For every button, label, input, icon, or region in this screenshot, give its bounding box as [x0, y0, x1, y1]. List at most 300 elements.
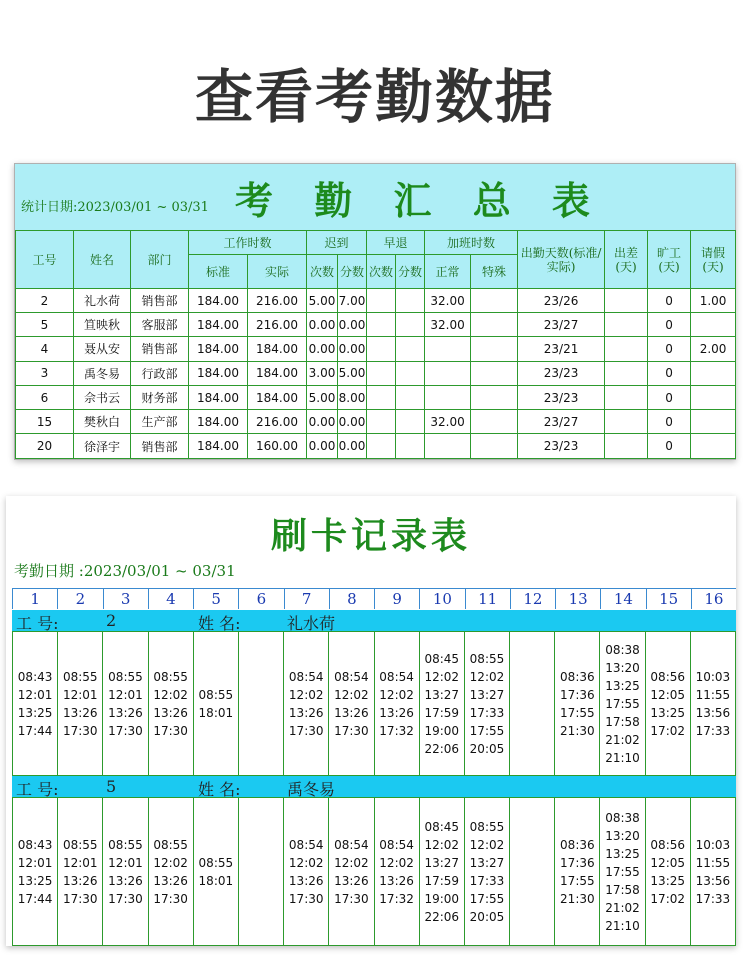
name-label: 姓 名: [198, 780, 241, 799]
punch-time: 13:20 [605, 660, 640, 675]
summary-banner [15, 164, 735, 230]
header-std: 标准 [189, 255, 248, 289]
punch-time: 08:55 [108, 669, 143, 684]
cell-late-n[interactable]: 3.00 [307, 361, 338, 385]
punch-time: 17:30 [108, 723, 143, 738]
punch-cell[interactable] [690, 632, 736, 775]
punch-time: 12:01 [108, 687, 143, 702]
cell-ot-normal[interactable] [425, 337, 471, 361]
cell-late-n[interactable]: 0.00 [307, 313, 338, 337]
cell-std[interactable]: 184.00 [189, 385, 248, 409]
punch-cell[interactable] [193, 632, 238, 775]
summary-date-label: 统计日期:2023/03/01 ~ 03/31 [21, 200, 209, 215]
cell-std[interactable]: 184.00 [189, 313, 248, 337]
punch-cell[interactable] [554, 798, 599, 945]
punch-time: 13:27 [469, 687, 505, 702]
day-number: 14 [600, 589, 645, 609]
cell-early-m[interactable] [396, 361, 425, 385]
cell-ot-special[interactable] [471, 289, 518, 313]
cell-actual[interactable]: 160.00 [248, 434, 307, 458]
cell-dept[interactable]: 销售部 [131, 337, 189, 361]
punch-cell[interactable] [57, 632, 102, 775]
punch-time: 08:43 [17, 837, 53, 852]
punch-time: 12:02 [424, 669, 460, 684]
cell-days[interactable]: 23/26 [518, 289, 605, 313]
punch-time: 19:00 [424, 723, 460, 738]
punch-cell[interactable] [238, 798, 283, 945]
table-row [16, 337, 736, 361]
cell-late-m[interactable]: 5.00 [338, 361, 367, 385]
header-early-count: 次数 [367, 255, 396, 289]
punch-time: 17:30 [153, 723, 188, 738]
cell-ot-special[interactable] [471, 434, 518, 458]
header-work-hours: 工作时数 [189, 231, 307, 255]
punch-cell[interactable] [328, 632, 373, 775]
punch-time: 21:02 [605, 732, 640, 747]
punch-time: 17:33 [695, 723, 731, 738]
name-label: 姓 名: [198, 614, 241, 633]
punch-time: 10:03 [695, 669, 731, 684]
cell-name[interactable]: 聂从安 [74, 337, 131, 361]
punch-time: 21:10 [605, 750, 640, 765]
day-number: 11 [465, 589, 510, 609]
punch-cell[interactable] [645, 632, 690, 775]
cell-days[interactable]: 23/21 [518, 337, 605, 361]
punch-time: 17:30 [62, 891, 98, 906]
punch-time: 17:55 [605, 864, 640, 879]
punch-cell[interactable] [690, 798, 736, 945]
cell-early-m[interactable] [396, 337, 425, 361]
punch-time: 12:02 [469, 669, 505, 684]
header-attend-days: 出勤天数(标准/实际) [518, 231, 605, 289]
punch-time: 17:59 [424, 705, 460, 720]
punch-time: 08:55 [62, 669, 98, 684]
cell-days[interactable]: 23/23 [518, 385, 605, 409]
cell-leave[interactable] [691, 385, 736, 409]
employee-id: 2 [106, 611, 117, 630]
punch-time: 13:25 [17, 873, 53, 888]
cell-name[interactable]: 笪映秋 [74, 313, 131, 337]
cell-ot-normal[interactable]: 32.00 [425, 313, 471, 337]
cell-actual[interactable]: 216.00 [248, 289, 307, 313]
punch-time: 13:26 [379, 873, 414, 888]
cell-ot-special[interactable] [471, 361, 518, 385]
punch-time: 17:30 [108, 891, 143, 906]
cell-leave[interactable] [691, 313, 736, 337]
punch-time: 11:55 [695, 855, 731, 870]
table-row [16, 410, 736, 434]
day-number: 9 [374, 589, 419, 609]
punch-time: 13:26 [62, 705, 98, 720]
cell-id[interactable]: 20 [16, 434, 74, 458]
cell-early-m[interactable] [396, 410, 425, 434]
punch-time: 12:02 [153, 855, 188, 870]
punch-time: 17:58 [605, 714, 640, 729]
day-number: 2 [57, 589, 102, 609]
employee-header-bar [12, 776, 736, 797]
cell-trip[interactable] [605, 289, 648, 313]
cell-id[interactable]: 5 [16, 313, 74, 337]
cell-trip[interactable] [605, 337, 648, 361]
punch-time: 17:32 [379, 723, 414, 738]
cell-early-n[interactable] [367, 361, 396, 385]
cell-leave[interactable]: 1.00 [691, 289, 736, 313]
punch-time: 13:26 [379, 705, 414, 720]
punch-time: 08:38 [605, 810, 640, 825]
punch-time: 13:26 [153, 705, 188, 720]
day-number: 12 [510, 589, 555, 609]
punch-time: 12:02 [379, 855, 414, 870]
punch-cell[interactable] [464, 798, 509, 945]
employee-id: 5 [106, 777, 117, 796]
punch-cell[interactable] [374, 632, 419, 775]
cell-late-m[interactable]: 0.00 [338, 410, 367, 434]
header-ot-normal: 正常 [425, 255, 471, 289]
punch-time: 17:02 [650, 723, 686, 738]
punch-time: 08:36 [560, 837, 595, 852]
cell-trip[interactable] [605, 385, 648, 409]
punch-time: 21:10 [605, 918, 640, 933]
punch-time: 17:55 [560, 705, 595, 720]
cell-std[interactable]: 184.00 [189, 337, 248, 361]
punch-card-sheet [6, 496, 736, 946]
punch-time: 17:30 [153, 891, 188, 906]
punch-time: 13:56 [695, 705, 731, 720]
punch-time: 17:30 [334, 891, 369, 906]
punch-time: 21:30 [560, 891, 595, 906]
cell-leave[interactable] [691, 434, 736, 458]
cell-std[interactable]: 184.00 [189, 289, 248, 313]
punch-time: 13:25 [605, 678, 640, 693]
cell-name[interactable]: 佘书云 [74, 385, 131, 409]
punch-time: 08:43 [17, 669, 53, 684]
punch-time: 17:33 [469, 873, 505, 888]
cell-absent[interactable]: 0 [648, 385, 691, 409]
punch-time: 13:25 [650, 705, 686, 720]
cell-id[interactable]: 15 [16, 410, 74, 434]
table-row [16, 289, 736, 313]
punch-cell[interactable] [419, 798, 464, 945]
punch-time: 19:00 [424, 891, 460, 906]
cell-early-n[interactable] [367, 289, 396, 313]
punch-time: 13:56 [695, 873, 731, 888]
punch-cell[interactable] [283, 798, 328, 945]
cell-ot-special[interactable] [471, 337, 518, 361]
punch-cell[interactable] [374, 798, 419, 945]
punch-time: 17:44 [17, 723, 53, 738]
punch-time: 20:05 [469, 741, 505, 756]
cell-early-m[interactable] [396, 434, 425, 458]
punch-time: 12:05 [650, 855, 686, 870]
header-trip: 出差(天) [605, 231, 648, 289]
punch-time: 17:55 [605, 696, 640, 711]
cell-leave[interactable] [691, 410, 736, 434]
cell-trip[interactable] [605, 361, 648, 385]
cell-late-m[interactable]: 0.00 [338, 313, 367, 337]
punch-time: 21:30 [560, 723, 595, 738]
cell-ot-normal[interactable] [425, 385, 471, 409]
punch-time: 12:01 [62, 687, 98, 702]
cell-ot-special[interactable] [471, 410, 518, 434]
cell-std[interactable]: 184.00 [189, 361, 248, 385]
punch-time: 17:55 [469, 891, 505, 906]
punch-time: 12:02 [469, 837, 505, 852]
cell-name[interactable]: 樊秋白 [74, 410, 131, 434]
punch-cell[interactable] [148, 798, 193, 945]
punch-time: 12:05 [650, 687, 686, 702]
punch-time: 12:01 [108, 855, 143, 870]
punch-time: 13:25 [605, 846, 640, 861]
punch-time: 17:33 [695, 891, 731, 906]
cell-trip[interactable] [605, 410, 648, 434]
cell-late-n[interactable]: 5.00 [307, 289, 338, 313]
cell-ot-normal[interactable] [425, 361, 471, 385]
punch-time: 08:38 [605, 642, 640, 657]
cards-date-label: 考勤日期 :2023/03/01 ~ 03/31 [14, 562, 236, 580]
punch-time: 18:01 [198, 873, 234, 888]
cell-early-m[interactable] [396, 313, 425, 337]
cell-absent[interactable]: 0 [648, 361, 691, 385]
cell-late-m[interactable]: 7.00 [338, 289, 367, 313]
cell-absent[interactable]: 0 [648, 434, 691, 458]
cell-ot-special[interactable] [471, 313, 518, 337]
punch-time: 08:56 [650, 669, 686, 684]
cell-late-m[interactable]: 8.00 [338, 385, 367, 409]
punch-cell[interactable] [599, 632, 644, 775]
punch-time: 17:55 [469, 723, 505, 738]
cell-dept[interactable]: 行政部 [131, 361, 189, 385]
punch-time: 08:36 [560, 669, 595, 684]
punch-time: 13:20 [605, 828, 640, 843]
punch-time: 17:36 [560, 687, 595, 702]
punch-cell[interactable] [102, 798, 147, 945]
cell-actual[interactable]: 184.00 [248, 361, 307, 385]
punch-time: 08:55 [198, 687, 234, 702]
cell-early-m[interactable] [396, 385, 425, 409]
header-id: 工号 [16, 231, 74, 289]
cell-id[interactable]: 3 [16, 361, 74, 385]
cell-dept[interactable]: 销售部 [131, 289, 189, 313]
cell-dept[interactable]: 生产部 [131, 410, 189, 434]
header-late-minutes: 分数 [338, 255, 367, 289]
punch-cell[interactable] [419, 632, 464, 775]
cell-late-n[interactable]: 5.00 [307, 385, 338, 409]
cell-late-m[interactable]: 0.00 [338, 434, 367, 458]
punch-time: 21:02 [605, 900, 640, 915]
punch-time: 13:26 [288, 705, 324, 720]
cell-days[interactable]: 23/27 [518, 313, 605, 337]
punch-time: 08:55 [153, 669, 188, 684]
cell-actual[interactable]: 216.00 [248, 313, 307, 337]
cell-trip[interactable] [605, 434, 648, 458]
punch-time: 08:54 [334, 837, 369, 852]
punch-cell[interactable] [599, 798, 644, 945]
punch-cell[interactable] [193, 798, 238, 945]
cell-dept[interactable]: 客服部 [131, 313, 189, 337]
punch-time: 17:32 [379, 891, 414, 906]
header-name: 姓名 [74, 231, 131, 289]
punch-cell[interactable] [554, 632, 599, 775]
punch-time: 08:55 [198, 855, 234, 870]
cell-std[interactable]: 184.00 [189, 410, 248, 434]
day-number: 13 [555, 589, 600, 609]
cell-absent[interactable]: 0 [648, 337, 691, 361]
punch-time: 08:45 [424, 819, 460, 834]
cell-early-m[interactable] [396, 289, 425, 313]
punch-cell[interactable] [509, 632, 554, 775]
cell-ot-special[interactable] [471, 385, 518, 409]
cell-actual[interactable]: 184.00 [248, 337, 307, 361]
cell-ot-normal[interactable] [425, 434, 471, 458]
punch-time: 08:55 [62, 837, 98, 852]
punch-cell[interactable] [238, 632, 283, 775]
punch-time: 20:05 [469, 909, 505, 924]
day-number: 8 [329, 589, 374, 609]
punch-time: 17:44 [17, 891, 53, 906]
punch-time: 22:06 [424, 909, 460, 924]
header-ot-special: 特殊 [471, 255, 518, 289]
cell-actual[interactable]: 216.00 [248, 410, 307, 434]
cell-id[interactable]: 2 [16, 289, 74, 313]
day-number: 4 [148, 589, 193, 609]
header-late: 迟到 [307, 231, 367, 255]
table-row [16, 361, 736, 385]
id-label: 工 号: [16, 614, 59, 633]
punch-grid [12, 631, 736, 776]
cell-early-n[interactable] [367, 434, 396, 458]
punch-time: 13:25 [17, 705, 53, 720]
cell-late-n[interactable]: 0.00 [307, 337, 338, 361]
punch-time: 08:54 [379, 837, 414, 852]
punch-cell[interactable] [509, 798, 554, 945]
cell-days[interactable]: 23/27 [518, 410, 605, 434]
cell-ot-normal[interactable]: 32.00 [425, 410, 471, 434]
cell-actual[interactable]: 184.00 [248, 385, 307, 409]
punch-time: 08:54 [379, 669, 414, 684]
employee-header-bar [12, 610, 736, 631]
day-number-row [12, 588, 736, 609]
punch-time: 18:01 [198, 705, 234, 720]
punch-time: 08:55 [153, 837, 188, 852]
punch-time: 12:02 [288, 855, 324, 870]
header-early: 早退 [367, 231, 425, 255]
punch-time: 13:26 [288, 873, 324, 888]
day-number: 3 [103, 589, 148, 609]
punch-time: 13:27 [424, 855, 460, 870]
cell-std[interactable]: 184.00 [189, 434, 248, 458]
cell-dept[interactable]: 销售部 [131, 434, 189, 458]
cell-early-n[interactable] [367, 410, 396, 434]
punch-time: 17:59 [424, 873, 460, 888]
summary-title: 考 勤 汇 总 表 [235, 178, 604, 223]
punch-time: 13:27 [424, 687, 460, 702]
punch-cell[interactable] [102, 632, 147, 775]
punch-cell[interactable] [148, 632, 193, 775]
punch-time: 17:33 [469, 705, 505, 720]
day-number: 6 [238, 589, 283, 609]
summary-table [15, 230, 736, 459]
cell-name[interactable]: 礼水荷 [74, 289, 131, 313]
punch-cell[interactable] [464, 632, 509, 775]
punch-time: 12:01 [17, 687, 53, 702]
punch-time: 12:02 [334, 687, 369, 702]
punch-time: 13:25 [650, 873, 686, 888]
punch-time: 08:55 [469, 819, 505, 834]
punch-time: 13:26 [153, 873, 188, 888]
cell-days[interactable]: 23/23 [518, 361, 605, 385]
cell-id[interactable]: 6 [16, 385, 74, 409]
cell-name[interactable]: 禹冬易 [74, 361, 131, 385]
punch-time: 12:02 [424, 837, 460, 852]
punch-time: 08:54 [334, 669, 369, 684]
punch-time: 08:45 [424, 651, 460, 666]
punch-time: 08:54 [288, 669, 324, 684]
header-early-minutes: 分数 [396, 255, 425, 289]
cell-name[interactable]: 徐泽宇 [74, 434, 131, 458]
punch-time: 12:01 [62, 855, 98, 870]
employee-name: 礼水荷 [287, 614, 336, 633]
cell-trip[interactable] [605, 313, 648, 337]
day-number: 15 [646, 589, 691, 609]
header-overtime: 加班时数 [425, 231, 518, 255]
cell-leave[interactable] [691, 361, 736, 385]
cell-early-n[interactable] [367, 313, 396, 337]
cell-days[interactable]: 23/23 [518, 434, 605, 458]
punch-cell[interactable] [645, 798, 690, 945]
punch-cell[interactable] [57, 798, 102, 945]
id-label: 工 号: [16, 780, 59, 799]
punch-cell[interactable] [328, 798, 373, 945]
punch-time: 17:30 [334, 723, 369, 738]
day-number: 1 [12, 589, 57, 609]
punch-time: 10:03 [695, 837, 731, 852]
cell-early-n[interactable] [367, 337, 396, 361]
header-late-count: 次数 [307, 255, 338, 289]
cell-ot-normal[interactable]: 32.00 [425, 289, 471, 313]
cell-absent[interactable]: 0 [648, 289, 691, 313]
day-number: 16 [691, 589, 736, 609]
cell-dept[interactable]: 财务部 [131, 385, 189, 409]
punch-time: 13:26 [108, 705, 143, 720]
punch-time: 12:02 [334, 855, 369, 870]
punch-time: 08:55 [108, 837, 143, 852]
table-row [16, 385, 736, 409]
cell-late-n[interactable]: 0.00 [307, 434, 338, 458]
punch-time: 12:02 [379, 687, 414, 702]
cell-id[interactable]: 4 [16, 337, 74, 361]
punch-time: 17:36 [560, 855, 595, 870]
punch-time: 17:58 [605, 882, 640, 897]
day-number: 5 [193, 589, 238, 609]
punch-cell[interactable] [12, 632, 57, 775]
cell-leave[interactable]: 2.00 [691, 337, 736, 361]
punch-time: 13:26 [62, 873, 98, 888]
punch-time: 17:02 [650, 891, 686, 906]
cell-early-n[interactable] [367, 385, 396, 409]
cell-absent[interactable]: 0 [648, 313, 691, 337]
day-number: 10 [419, 589, 464, 609]
punch-time: 17:55 [560, 873, 595, 888]
header-actual: 实际 [248, 255, 307, 289]
punch-time: 12:02 [288, 687, 324, 702]
cell-absent[interactable]: 0 [648, 410, 691, 434]
punch-time: 13:26 [334, 705, 369, 720]
cell-late-n[interactable]: 0.00 [307, 410, 338, 434]
punch-cell[interactable] [12, 798, 57, 945]
punch-time: 12:01 [17, 855, 53, 870]
punch-cell[interactable] [283, 632, 328, 775]
cell-late-m[interactable]: 0.00 [338, 337, 367, 361]
